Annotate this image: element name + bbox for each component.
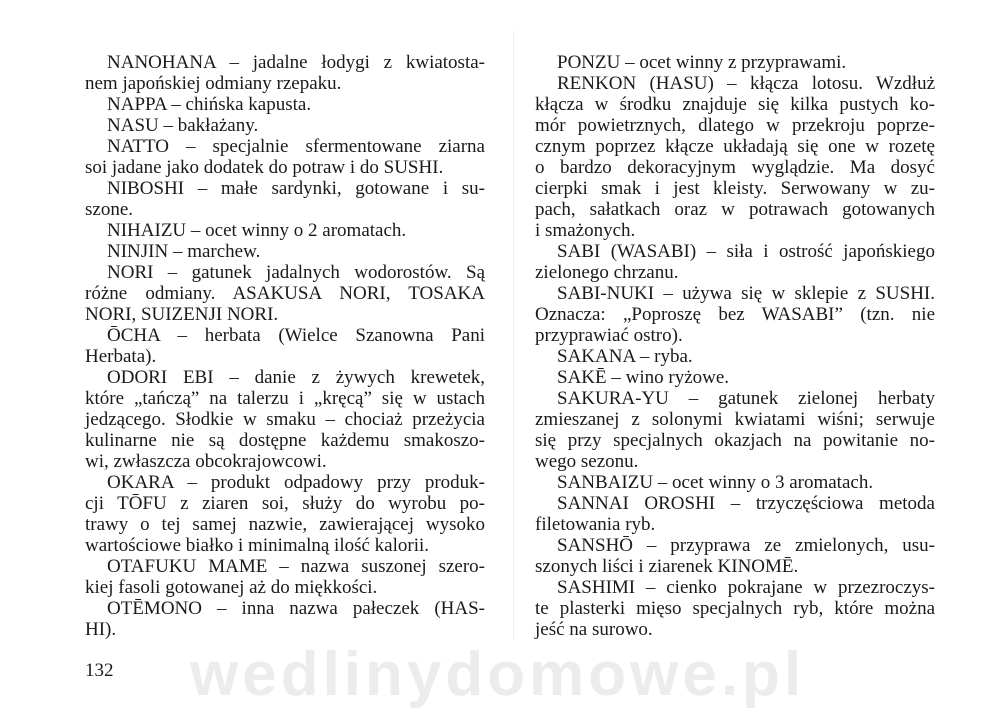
glossary-entry bbox=[535, 367, 935, 388]
entry-line: soi jadane jako dodatek do potraw i do SUSHI. bbox=[85, 157, 444, 178]
entry-line: zmieszanej z solonymi kwiatami wiśni; serwuje bbox=[535, 409, 935, 430]
entry-line: SAKANA – ryba. bbox=[557, 346, 693, 367]
entry-line: SABI-NUKI – używa się w sklepie z SUSHI. bbox=[557, 283, 935, 304]
entry-line: wartościowe białko i minimalną ilość kalorii. bbox=[85, 535, 430, 556]
entry-line: cji TŌFU z ziaren soi, służy do wyrobu po- bbox=[85, 493, 485, 514]
glossary-entry bbox=[85, 94, 485, 115]
entry-line: nem japońskiej odmiany rzepaku. bbox=[85, 73, 342, 94]
entry-line: NASU – bakłażany. bbox=[107, 115, 259, 136]
entry-line: NAPPA – chińska kapusta. bbox=[107, 94, 312, 115]
entry-line: filetowania ryb. bbox=[535, 514, 656, 535]
entry-line: szone. bbox=[85, 199, 134, 220]
glossary-entry bbox=[85, 115, 485, 136]
glossary-entry bbox=[85, 220, 485, 241]
entry-line: mór powietrznych, dlatego w przekroju poprze- bbox=[535, 115, 935, 136]
entry-line: OTĒMONO – inna nazwa pałeczek (HAS- bbox=[107, 598, 485, 619]
entry-line: o bardzo dekoracyjnym wyglądzie. Ma dosyć bbox=[535, 157, 935, 178]
glossary-entry bbox=[535, 577, 935, 640]
entry-line: Oznacza: „Poproszę bez WASABI” (tzn. nie bbox=[535, 304, 935, 325]
entry-line: RENKON (HASU) – kłącza lotosu. Wzdłuż bbox=[557, 73, 935, 94]
entry-line: PONZU – ocet winny z przyprawami. bbox=[557, 52, 847, 73]
entry-line: zielonego chrzanu. bbox=[535, 262, 679, 283]
watermark: wedlinydomowe.pl bbox=[190, 640, 806, 709]
entry-line: te plasterki mięso specjalnych ryb, które można bbox=[535, 598, 935, 619]
glossary-entry bbox=[535, 52, 935, 73]
entry-line: NORI, SUIZENJI NORI. bbox=[85, 304, 279, 325]
entry-line: SANSHŌ – przyprawa ze zmielonych, usu- bbox=[557, 535, 935, 556]
right-column bbox=[535, 52, 935, 640]
entry-line: różne odmiany. ASAKUSA NORI, TOSAKA bbox=[85, 283, 485, 304]
glossary-entry bbox=[535, 346, 935, 367]
entry-line: NATTO – specjalnie sfermentowane ziarna bbox=[107, 136, 485, 157]
entry-line: Herbata). bbox=[85, 346, 157, 367]
glossary-entry bbox=[85, 52, 485, 94]
entry-line: pach, sałatkach oraz w potrawach gotowanych bbox=[535, 199, 935, 220]
entry-line: jeść na surowo. bbox=[535, 619, 653, 640]
glossary-entry bbox=[535, 535, 935, 577]
entry-line: cierpki smak i jest kleisty. Serwowany w zu- bbox=[535, 178, 935, 199]
entry-line: NANOHANA – jadalne łodygi z kwiatosta- bbox=[107, 52, 485, 73]
entry-line: ODORI EBI – danie z żywych krewetek, bbox=[107, 367, 485, 388]
glossary-entry bbox=[535, 472, 935, 493]
entry-line: NORI – gatunek jadalnych wodorostów. Są bbox=[107, 262, 485, 283]
entry-line: NIBOSHI – małe sardynki, gotowane i su- bbox=[107, 178, 485, 199]
glossary-entry bbox=[85, 136, 485, 178]
glossary-entry bbox=[85, 556, 485, 598]
entry-line: ŌCHA – herbata (Wielce Szanowna Pani bbox=[107, 325, 485, 346]
glossary-entry bbox=[85, 472, 485, 556]
glossary-entry bbox=[535, 493, 935, 535]
entry-line: SABI (WASABI) – siła i ostrość japońskiego bbox=[557, 241, 935, 262]
left-column bbox=[85, 52, 485, 640]
glossary-entry bbox=[85, 598, 485, 640]
entry-line: się przy specjalnych okazjach na powitanie no- bbox=[535, 430, 935, 451]
glossary-entry bbox=[85, 262, 485, 325]
entry-line: SAKĒ – wino ryżowe. bbox=[557, 367, 730, 388]
glossary-entry bbox=[85, 367, 485, 472]
entry-line: NIHAIZU – ocet winny o 2 aromatach. bbox=[107, 220, 407, 241]
entry-line: przyprawiać ostro). bbox=[535, 325, 683, 346]
glossary-entry bbox=[85, 241, 485, 262]
entry-line: wi, zwłaszcza obcokrajowcowi. bbox=[85, 451, 327, 472]
entry-line: HI). bbox=[85, 619, 117, 640]
entry-line: kłącza w środku znajduje się kilka pustych ko- bbox=[535, 94, 935, 115]
glossary-entry bbox=[535, 388, 935, 472]
entry-line: jedzącego. Słodkie w smaku – chociaż przeżycia bbox=[85, 409, 485, 430]
entry-line: wego sezonu. bbox=[535, 451, 639, 472]
entry-line: cznym poprzez kłącze układają się one w rozetę bbox=[535, 136, 935, 157]
entry-line: i smażonych. bbox=[535, 220, 636, 241]
entry-line: OKARA – produkt odpadowy przy produk- bbox=[107, 472, 485, 493]
entry-line: szonych liści i ziarenek KINOMĒ. bbox=[535, 556, 799, 577]
glossary-entry bbox=[535, 283, 935, 346]
glossary-entry bbox=[85, 178, 485, 220]
entry-line: które „tańczą” na talerzu i „kręcą” się w ustach bbox=[85, 388, 485, 409]
glossary-entry bbox=[535, 241, 935, 283]
glossary-entry bbox=[85, 325, 485, 367]
entry-line: SANNAI OROSHI – trzyczęściowa metoda bbox=[557, 493, 935, 514]
entry-line: OTAFUKU MAME – nazwa suszonej szero- bbox=[107, 556, 485, 577]
entry-line: kiej fasoli gotowanej aż do miękkości. bbox=[85, 577, 378, 598]
entry-line: SAKURA-YU – gatunek zielonej herbaty bbox=[557, 388, 935, 409]
gutter-shadow bbox=[513, 30, 514, 640]
entry-line: SANBAIZU – ocet winny o 3 aromatach. bbox=[557, 472, 874, 493]
entry-line: trawy o tej samej nazwie, zawierającej wysoko bbox=[85, 514, 485, 535]
entry-line: kulinarne nie są dostępne każdemu smakoszo- bbox=[85, 430, 485, 451]
entry-line: SASHIMI – cienko pokrajane w przezroczys- bbox=[557, 577, 935, 598]
glossary-entry bbox=[535, 73, 935, 241]
entry-line: NINJIN – marchew. bbox=[107, 241, 261, 262]
page-number: 132 bbox=[85, 660, 114, 681]
